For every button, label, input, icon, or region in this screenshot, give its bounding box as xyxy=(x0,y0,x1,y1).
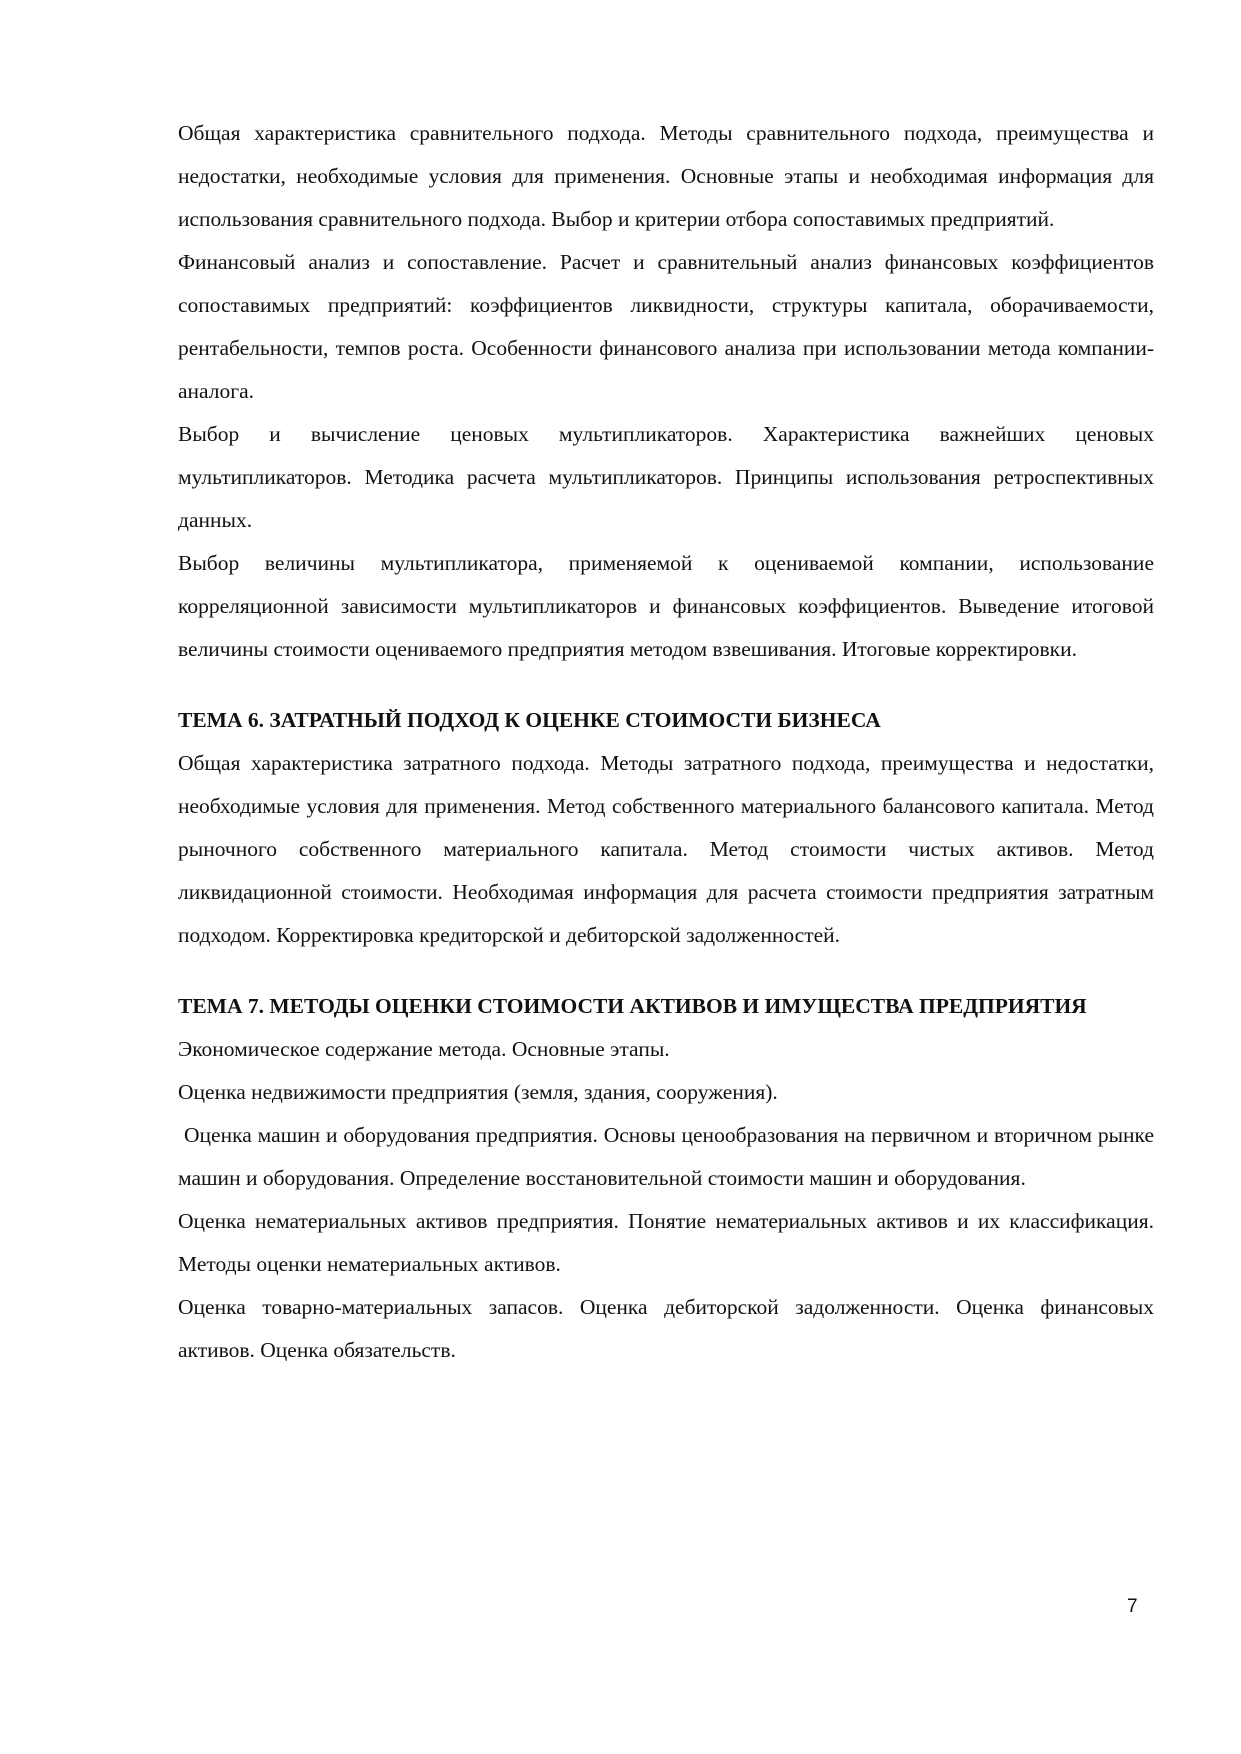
paragraph: Финансовый анализ и сопоставление. Расчет и сравнительный анализ финансовых коэффициентов сопоставимых предприятий: коэффициентов ликвидности, структуры капитала, оборачиваемости, рентабельности, темпов роста. Особенности финансового анализа при использовании метода компании-аналога. xyxy=(178,250,1154,403)
paragraph: Оценка товарно-материальных запасов. Оценка дебиторской задолженности. Оценка финансовых активов. Оценка обязательств. xyxy=(178,1295,1154,1362)
paragraph: Оценка недвижимости предприятия (земля, здания, сооружения). xyxy=(178,1080,778,1104)
page-content xyxy=(178,112,1154,1372)
paragraph: Общая характеристика затратного подхода. Методы затратного подхода, преимущества и недостатки, необходимые условия для применения. Метод собственного материального балансового капитала. Метод рыночного собственного материального капитала. Метод стоимости чистых активов. Метод ликвидационной стоимости. Необходимая информация для расчета стоимости предприятия затратным подходом. Корректировка кредиторской и дебиторской задолженностей. xyxy=(178,751,1154,947)
topic-7-heading: ТЕМА 7. МЕТОДЫ ОЦЕНКИ СТОИМОСТИ АКТИВОВ И ИМУЩЕСТВА ПРЕДПРИЯТИЯ xyxy=(178,994,1087,1018)
paragraph: Выбор величины мультипликатора, применяемой к оцениваемой компании, использование корреляционной зависимости мультипликаторов и финансовых коэффициентов. Выведение итоговой величины стоимости оцениваемого предприятия методом взвешивания. Итоговые корректировки. xyxy=(178,551,1154,661)
page-number: 7 xyxy=(1127,1596,1138,1617)
topic-6-heading: ТЕМА 6. ЗАТРАТНЫЙ ПОДХОД К ОЦЕНКЕ СТОИМОСТИ БИЗНЕСА xyxy=(178,708,881,732)
paragraph: Общая характеристика сравнительного подхода. Методы сравнительного подхода, преимущества и недостатки, необходимые условия для применения. Основные этапы и необходимая информация для использования сравнительного подхода. Выбор и критерии отбора сопоставимых предприятий. xyxy=(178,121,1154,231)
paragraph: Экономическое содержание метода. Основные этапы. xyxy=(178,1037,670,1061)
paragraph: Оценка машин и оборудования предприятия. Основы ценообразования на первичном и вторичном рынке машин и оборудования. Определение восстановительной стоимости машин и оборудования. xyxy=(178,1123,1154,1190)
paragraph: Оценка нематериальных активов предприятия. Понятие нематериальных активов и их классификация. Методы оценки нематериальных активов. xyxy=(178,1209,1154,1276)
paragraph: Выбор и вычисление ценовых мультипликаторов. Характеристика важнейших ценовых мультипликаторов. Методика расчета мультипликаторов. Принципы использования ретроспективных данных. xyxy=(178,422,1154,532)
